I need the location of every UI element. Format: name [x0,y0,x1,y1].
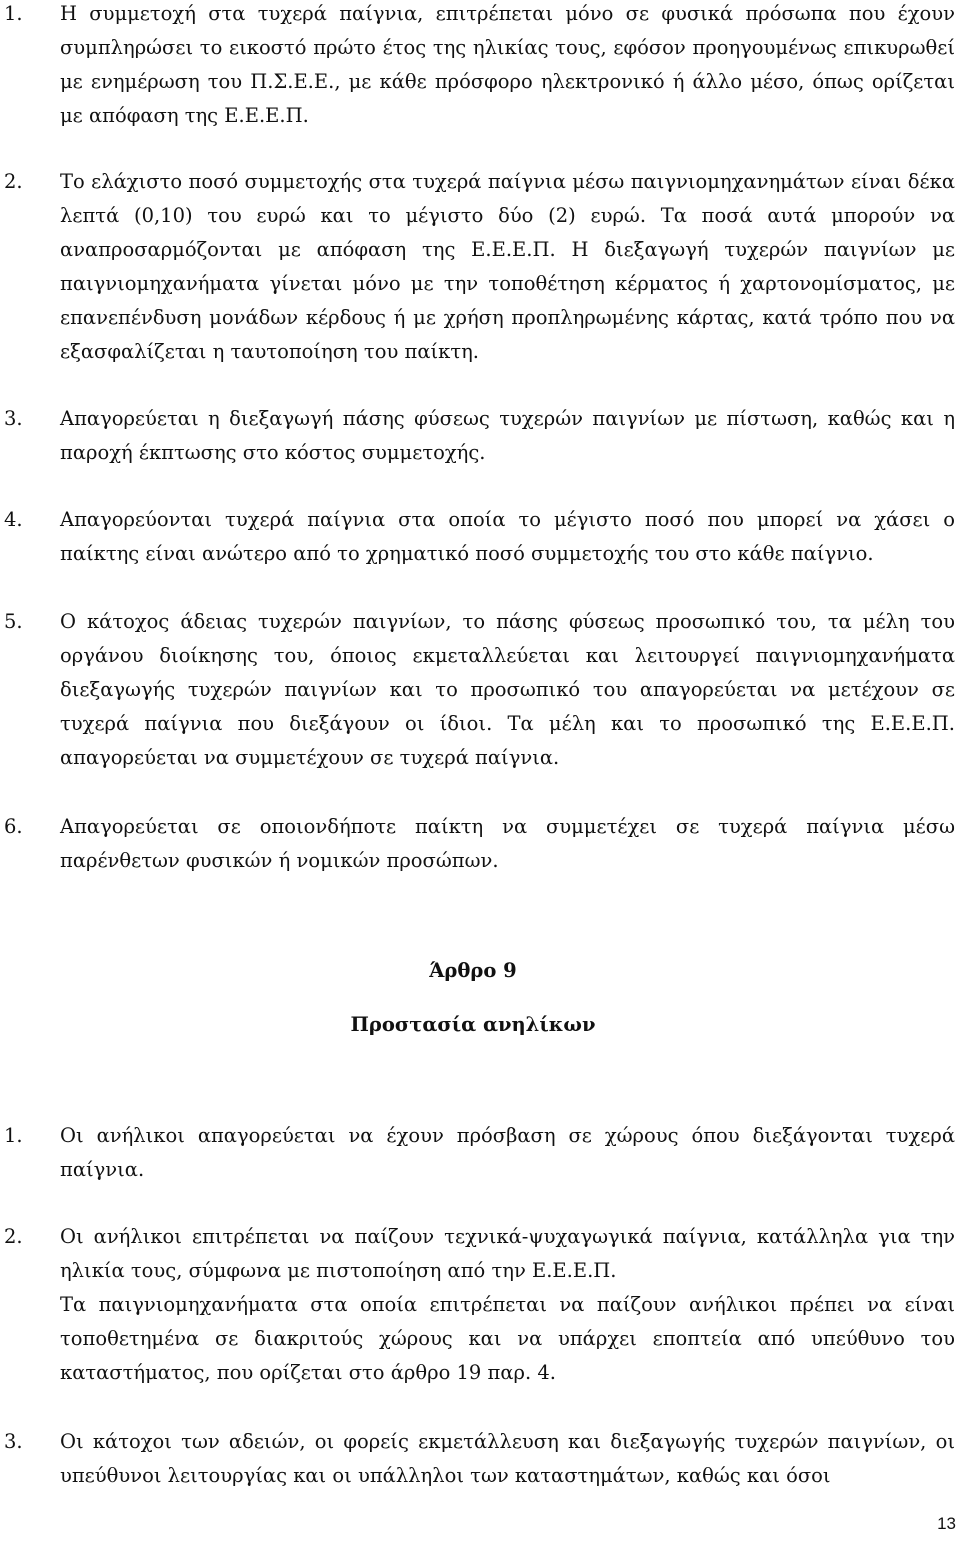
list-item [0,810,958,878]
list-item [0,1220,958,1390]
item-number: 6. [4,815,23,838]
item-text: Ο κάτοχος άδειας τυχερών παιγνίων, το πάσης φύσεως προσωπικό του, τα μέλη του οργάνου διοίκησης του, όποιος εκμεταλλεύεται και λειτουργεί παιγνιομηχανήματα διεξαγωγής τυχερών παιγνίων και το προσωπικό του απαγορεύεται να μετέχουν σε τυχερά παίγνια που διεξάγουν οι ίδιοι. Τα μέλη και το προσωπικό της Ε.Ε.Ε.Π. απαγορεύεται να συμμετέχουν σε τυχερά παίγνια. [60,610,955,769]
list-item [0,165,958,369]
item-number: 2. [4,170,23,193]
item-text: Οι ανήλικοι απαγορεύεται να έχουν πρόσβαση σε χώρους όπου διεξάγονται τυχερά παίγνια. [60,1124,955,1181]
list-item [0,503,958,571]
list-item [0,1119,958,1187]
list-item [0,1425,958,1493]
item-text [60,1220,955,1390]
item-number: 2. [4,1225,23,1248]
item-text: Οι κάτοχοι των αδειών, οι φορείς εκμετάλλευση και διεξαγωγής τυχερών παιγνίων, οι υπεύθυνοι λειτουργίας και οι υπάλληλοι των καταστημάτων, καθώς και όσοι [60,1430,955,1487]
item-text: Το ελάχιστο ποσό συμμετοχής στα τυχερά παίγνια μέσω παιγνιομηχανημάτων είναι δέκα λεπτά (0,10) του ευρώ και το μέγιστο δύο (2) ευρώ. Τα ποσά αυτά μπορούν να αναπροσαρμόζονται με απόφαση της Ε.Ε.Ε.Π. Η διεξαγωγή τυχερών παιγνίων με παιγνιομηχανήματα γίνεται μόνο με την τοποθέτηση κέρματος ή χαρτονομίσματος, με επανεπένδυση μονάδων κέρδους ή με χρήση προπληρωμένης κάρτας, κατά τρόπο που να εξασφαλίζεται η ταυτοποίηση του παίκτη. [60,170,955,363]
page-number: 13 [937,1514,956,1533]
list-item [0,0,958,133]
item-number: 4. [4,508,23,531]
article-subtitle: Προστασία ανηλίκων [350,1013,596,1036]
item-text-paragraph: Τα παιγνιομηχανήματα στα οποία επιτρέπεται να παίζουν ανήλικοι πρέπει να είναι τοποθετημένα σε διακριτούς χώρους και να υπάρχει εποπτεία από υπεύθυνο του καταστήματος, που ορίζεται στο άρθρο 19 παρ. 4. [60,1293,955,1384]
article-title: Άρθρο 9 [429,959,517,982]
item-number: 3. [4,407,23,430]
item-number: 1. [4,2,23,25]
item-number: 5. [4,610,23,633]
item-text: Απαγορεύεται σε οποιονδήποτε παίκτη να συμμετέχει σε τυχερά παίγνια μέσω παρένθετων φυσικών ή νομικών προσώπων. [60,815,955,872]
list-item [0,402,958,470]
item-number: 3. [4,1430,23,1453]
item-text: Απαγορεύονται τυχερά παίγνια στα οποία το μέγιστο ποσό που μπορεί να χάσει ο παίκτης είναι ανώτερο από το χρηματικό ποσό συμμετοχής του στο κάθε παίγνιο. [60,508,955,565]
item-text: Η συμμετοχή στα τυχερά παίγνια, επιτρέπεται μόνο σε φυσικά πρόσωπα που έχουν συμπληρώσει το εικοστό πρώτο έτος της ηλικίας τους, εφόσον προηγουμένως επικυρωθεί με ενημέρωση του Π.Σ.Ε.Ε., με κάθε πρόσφορο ηλεκτρονικό ή άλλο μέσο, όπως ορίζεται με απόφαση της Ε.Ε.Ε.Π. [60,2,955,127]
item-number: 1. [4,1124,23,1147]
item-text: Απαγορεύεται η διεξαγωγή πάσης φύσεως τυχερών παιγνίων με πίστωση, καθώς και η παροχή έκπτωσης στο κόστος συμμετοχής. [60,407,955,464]
item-text-paragraph: Οι ανήλικοι επιτρέπεται να παίζουν τεχνικά-ψυχαγωγικά παίγνια, κατάλληλα για την ηλικία τους, σύμφωνα με πιστοποίηση από την Ε.Ε.Ε.Π. [60,1225,955,1282]
list-item [0,605,958,775]
